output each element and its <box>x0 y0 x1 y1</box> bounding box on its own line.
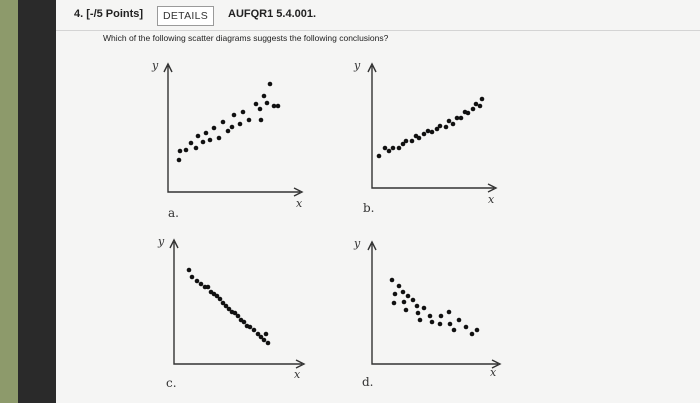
scatter-plot-a <box>151 59 303 220</box>
scatter-point <box>448 322 453 327</box>
scatter-point <box>230 125 235 130</box>
plot-d-y-label: y <box>354 237 361 250</box>
plot-c-axes <box>174 242 302 364</box>
plot-b-label: b. <box>363 201 375 215</box>
scatter-point <box>444 125 449 130</box>
scatter-point <box>397 284 402 289</box>
question-points: [-/5 Points] <box>86 8 144 20</box>
scatter-point <box>259 118 264 123</box>
scatter-point <box>415 304 420 309</box>
scatter-point <box>178 149 183 154</box>
scatter-point <box>404 308 409 313</box>
scatter-point <box>438 322 443 327</box>
scatter-point <box>266 341 271 346</box>
scatter-point <box>410 139 415 144</box>
scatter-point <box>426 129 431 134</box>
scatter-point <box>430 320 435 325</box>
question-panel <box>56 0 700 403</box>
plot-c-y-label: y <box>158 235 165 248</box>
scatter-point <box>201 140 206 145</box>
window-edge <box>0 0 18 403</box>
scatter-point <box>428 314 433 319</box>
scatter-point <box>258 107 263 112</box>
scatter-point <box>247 118 252 123</box>
scatter-point <box>276 104 281 109</box>
scatter-point <box>218 297 223 302</box>
scatter-point <box>187 268 192 273</box>
scatter-plot-d <box>353 237 500 389</box>
scatter-point <box>397 146 402 151</box>
scatter-point <box>475 328 480 333</box>
scatter-point <box>232 113 237 118</box>
scatter-point <box>464 325 469 330</box>
scatter-point <box>402 300 407 305</box>
scatter-point <box>194 146 199 151</box>
plot-a-axes <box>168 66 300 192</box>
plot-a-points <box>177 82 281 163</box>
scatter-point <box>457 318 462 323</box>
question-number: 4. <box>74 8 84 20</box>
scatter-point <box>438 124 443 129</box>
plot-d-x-label: x <box>490 366 497 379</box>
scatter-point <box>262 338 267 343</box>
scatter-point <box>406 294 411 299</box>
scatter-point <box>212 126 217 131</box>
plot-b-points <box>377 97 485 159</box>
scatter-point <box>417 136 422 141</box>
scatter-point <box>387 149 392 154</box>
scatter-point <box>466 111 471 116</box>
scatter-point <box>471 107 476 112</box>
scatter-point <box>177 158 182 163</box>
scatter-point <box>262 94 267 99</box>
scatter-point <box>206 285 211 290</box>
scatter-plot-c <box>157 235 304 390</box>
plot-a-x-label: x <box>296 197 303 210</box>
scatter-plot-b <box>353 59 496 215</box>
scatter-point <box>208 138 213 143</box>
plot-d-axes <box>372 244 498 364</box>
scatter-point <box>184 148 189 153</box>
scatter-point <box>199 282 204 287</box>
scatter-point <box>430 130 435 135</box>
scatter-point <box>242 320 247 325</box>
scatter-point <box>221 120 226 125</box>
plot-c-x-label: x <box>294 368 301 381</box>
scatter-point <box>268 82 273 87</box>
scatter-point <box>474 102 479 107</box>
scatter-point <box>422 306 427 311</box>
scatter-point <box>418 318 423 323</box>
scatter-point <box>411 298 416 303</box>
scatter-point <box>189 141 194 146</box>
scatter-point <box>252 328 257 333</box>
scatter-point <box>217 136 222 141</box>
plot-b-axes <box>372 66 494 188</box>
scatter-point <box>401 290 406 295</box>
scatter-point <box>196 134 201 139</box>
left-sidebar <box>18 0 56 403</box>
scatter-point <box>190 275 195 280</box>
question-code: AUFQR1 5.4.001. <box>228 8 317 20</box>
scatter-point <box>416 311 421 316</box>
plot-c-label: c. <box>166 376 177 390</box>
scatter-point <box>248 325 253 330</box>
scatter-point <box>383 146 388 151</box>
scatter-point <box>480 97 485 102</box>
scatter-point <box>377 154 382 159</box>
details-button[interactable]: DETAILS <box>157 6 214 26</box>
plot-d-label: d. <box>362 375 374 389</box>
scatter-point <box>447 310 452 315</box>
scatter-point <box>452 328 457 333</box>
scatter-point <box>204 131 209 136</box>
scatter-point <box>226 129 231 134</box>
scatter-point <box>238 122 243 127</box>
plot-c-points <box>187 268 271 346</box>
scatter-point <box>478 104 483 109</box>
plot-a-label: a. <box>168 206 179 220</box>
scatter-point <box>254 102 259 107</box>
plot-b-y-label: y <box>354 59 361 72</box>
scatter-point <box>470 332 475 337</box>
plot-b-x-label: x <box>488 193 495 206</box>
scatter-point <box>195 279 200 284</box>
scatter-point <box>455 116 460 121</box>
scatter-point <box>422 132 427 137</box>
scatter-point <box>272 104 277 109</box>
scatter-point <box>265 101 270 106</box>
scatter-point <box>439 314 444 319</box>
question-prompt: Which of the following scatter diagrams suggests the following conclusions? <box>103 33 389 43</box>
scatter-point <box>241 110 246 115</box>
scatter-point <box>404 139 409 144</box>
scatter-point <box>447 119 452 124</box>
scatter-diagrams-figure <box>56 0 700 403</box>
scatter-point <box>390 278 395 283</box>
scatter-point <box>391 146 396 151</box>
plot-d-points <box>390 278 480 337</box>
scatter-point <box>236 314 241 319</box>
scatter-point <box>393 292 398 297</box>
scatter-point <box>451 122 456 127</box>
scatter-point <box>392 301 397 306</box>
scatter-point <box>459 116 464 121</box>
scatter-point <box>264 332 269 337</box>
plot-a-y-label: y <box>152 59 159 72</box>
